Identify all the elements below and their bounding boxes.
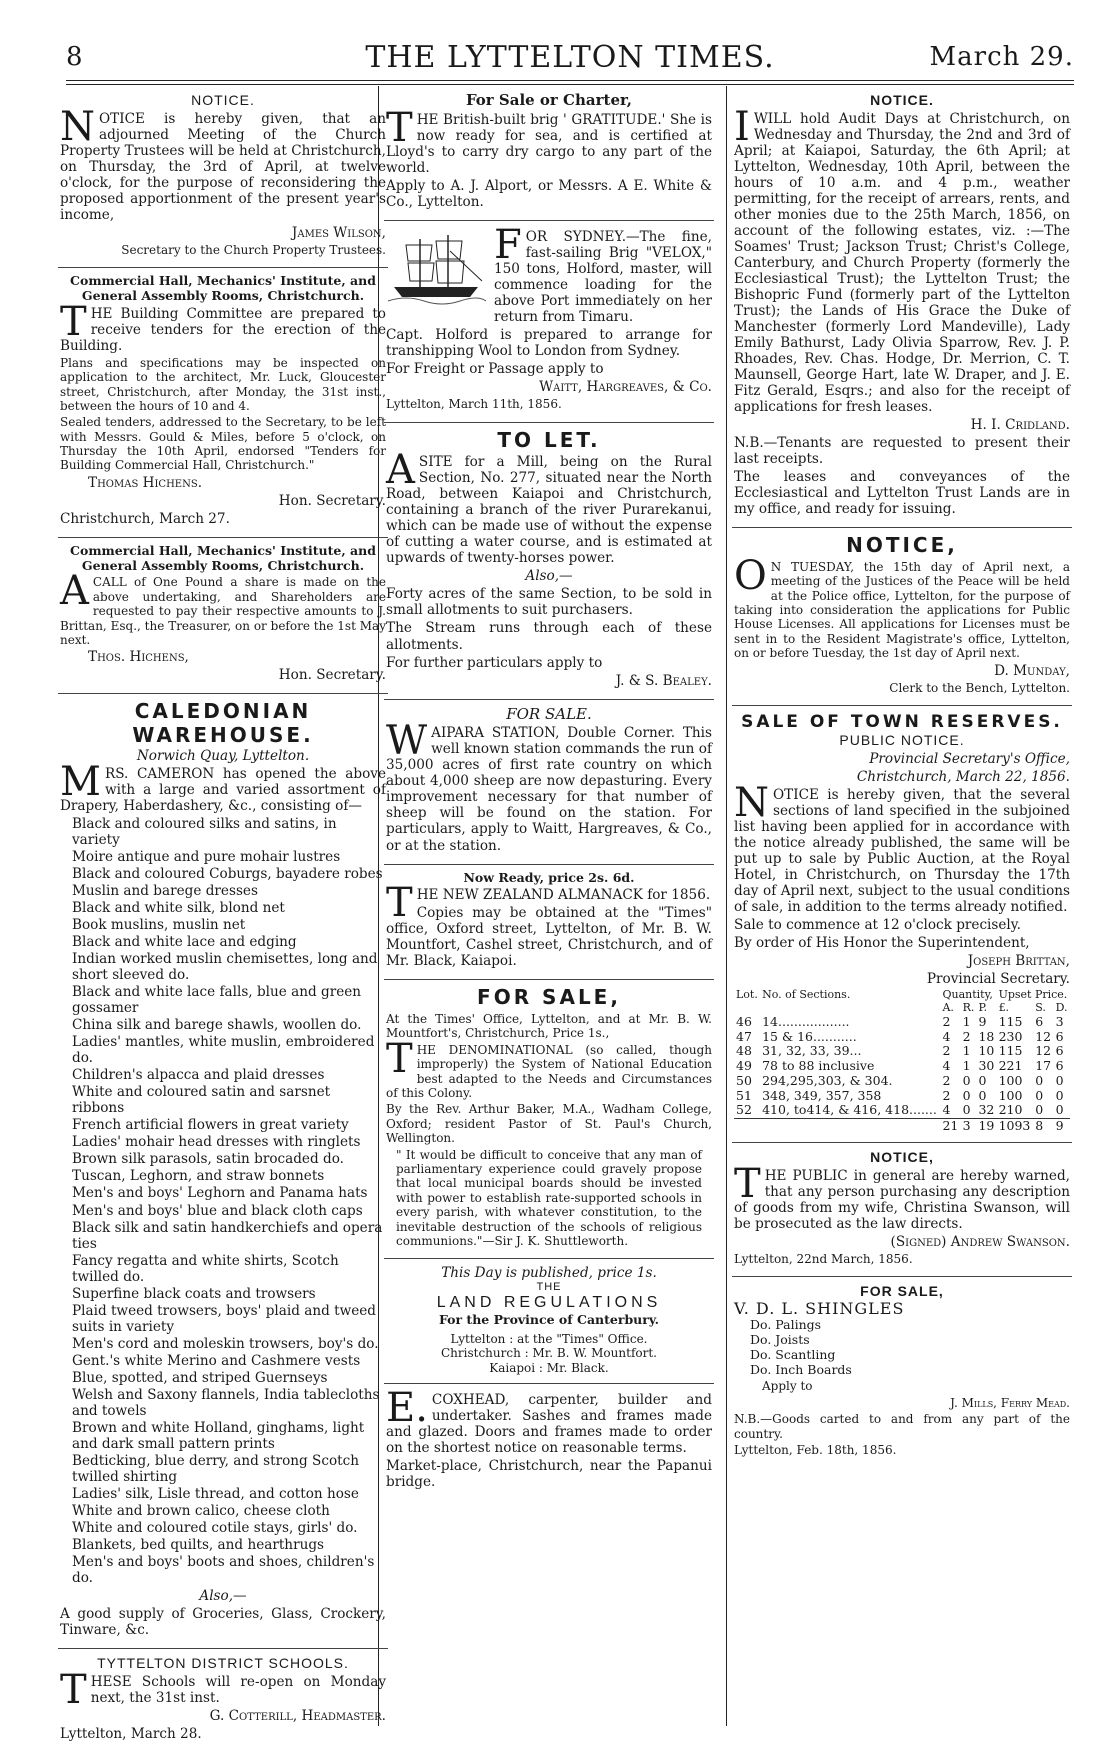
list-item: Blankets, bed quilts, and hearthrugs (72, 1537, 324, 1554)
roods-cell: 0 (962, 1072, 971, 1088)
ad-body: MRS. CAMERON has opened the above with a large and varied assortment of Drapery, Haberdashery, &c., consisting of— (60, 758, 386, 814)
column-header: Upset Price. (998, 988, 1068, 1002)
ad-heading: NOTICE, (846, 533, 958, 558)
list-item: Fancy regatta and white shirts, Scotch twilled do. (72, 1252, 339, 1285)
ad-heading: NOTICE. (191, 92, 255, 108)
list-item: Gent.'s white Merino and Cashmere vests (72, 1352, 361, 1369)
acres-cell: 4 (942, 1102, 951, 1118)
lot-number-cell: 48 (736, 1043, 752, 1059)
pence-cell: 3 (1055, 1013, 1064, 1029)
ad-paragraph: N.B.—Tenants are requested to present their last receipts. (734, 435, 1070, 468)
ad-heading: Commercial Hall, Mechanics' Institute, and General Assembly Rooms, Christchurch. (70, 273, 376, 303)
ad-heading: Commercial Hall, Mechanics' Institute, and General Assembly Rooms, Christchurch. (70, 542, 376, 573)
sections-cell: 410, to414, & 416, 418....... (762, 1102, 937, 1118)
newspaper-title: THE LYTTELTON TIMES. (365, 40, 775, 75)
ad-also: Also,— (525, 568, 573, 585)
ad-subheading: Norwich Quay, Lyttelton. (136, 747, 310, 764)
ad-dateline: Lyttelton, March 28. (60, 1725, 202, 1742)
pence-cell: 6 (1055, 1058, 1064, 1074)
ad-heading: SALE OF TOWN RESERVES. (741, 712, 1063, 733)
ad-signature: Thos. Hichens, (88, 649, 189, 666)
page-number: 8 (66, 42, 83, 72)
ad-paragraph: Capt. Holford is prepared to arrange for transhipping Wool to London from Sydney. (386, 327, 712, 360)
ad-subheading: THE (536, 1281, 562, 1294)
almanack-ad (384, 865, 714, 981)
list-item: White and coloured satin and sarsnet ribbons (72, 1084, 331, 1117)
acres-cell: 4 (942, 1028, 951, 1044)
sydney-velox-ad (384, 221, 714, 423)
perches-cell: 30 (978, 1058, 995, 1074)
ad-paragraph: For further particulars apply to (386, 654, 603, 671)
lot-number-cell: 51 (736, 1087, 752, 1103)
roods-cell: 1 (962, 1043, 971, 1059)
church-trustees-notice (58, 86, 388, 268)
lots-table (734, 989, 1070, 1134)
ad-heading: TO LET. (497, 427, 601, 452)
ad-paragraph: At the Times' Office, Lyttelton, and at Mr. B. W. Mountfort's, Christchurch, Price 1s., (386, 1012, 712, 1041)
list-item: Moire antique and pure mohair lustres (72, 848, 341, 865)
list-item: China silk and barege shawls, woollen do. (72, 1017, 362, 1034)
column-subheader: P. (978, 1001, 988, 1015)
ad-body: E.COXHEAD, carpenter, builder and undertaker. Sashes and frames made and glazed. Doors and frames made to order on the shortest notice on reasonable terms. (386, 1385, 712, 1457)
ad-heading: FOR SALE, (477, 985, 621, 1010)
ad-paragraph: The leases and conveyances of the Ecclesiastical and Lyttelton Trust Lands are in my office, and ready for issuing. (734, 469, 1070, 518)
lot-number-cell: 50 (736, 1072, 752, 1088)
column-2 (384, 86, 714, 1500)
perches-cell: 18 (978, 1028, 995, 1044)
coxhead-carpenter-ad (384, 1384, 714, 1500)
table-header-row (734, 989, 1070, 1002)
goods-list (60, 816, 386, 1586)
ad-body: THE NEW ZEALAND ALMANACK for 1856. (386, 880, 711, 927)
ad-paragraph: Plans and specifications may be inspected on application to the architect, Mr. Luck, Gloucester street, Christchurch, after Monday, the 31st inst., between the hours of 10 and 4. (60, 355, 386, 413)
column-subheader: S. (1035, 1001, 1046, 1015)
list-item: Tuscan, Leghorn, and straw bonnets (72, 1168, 325, 1185)
ad-paragraph: A good supply of Groceries, Glass, Crockery, Tinware, &c. (60, 1606, 386, 1639)
column-header: No. of Sections. (762, 988, 851, 1002)
sections-cell: 294,295,303, & 304. (762, 1072, 893, 1088)
list-item: Muslin and barege dresses (72, 882, 258, 899)
ad-heading: CALEDONIAN WAREHOUSE. (132, 699, 314, 748)
roods-cell: 2 (962, 1028, 971, 1044)
ad-paragraph: The Stream runs through each of these allotments. (386, 620, 712, 653)
list-item: Do. Scantling (750, 1346, 836, 1362)
list-item: Black and white lace falls, blue and green gossamer (72, 984, 362, 1017)
gratitude-brig-ad (384, 86, 714, 221)
list-item: Men's cord and moleskin trowsers, boy's do. (72, 1335, 379, 1352)
ad-role: Clerk to the Bench, Lyttelton. (889, 680, 1070, 695)
list-item: V. D. L. SHINGLES (734, 1298, 905, 1318)
shillings-cell: 12 (1035, 1043, 1052, 1059)
ad-role: Hon. Secretary. (278, 492, 386, 509)
ad-heading: TYTTELTON DISTRICT SCHOOLS. (97, 1655, 349, 1672)
ad-heading: NOTICE, (870, 1148, 934, 1165)
roods-cell: 1 (962, 1058, 971, 1074)
perches-cell: 0 (978, 1072, 987, 1088)
list-item: White and coloured cotile stays, girls' do. (72, 1520, 358, 1537)
ad-paragraph: Apply to A. J. Alport, or Messrs. A E. White & Co., Lyttelton. (386, 177, 712, 210)
ad-paragraph: Market-place, Christchurch, near the Papanui bridge. (386, 1458, 712, 1491)
shillings-cell: 12 (1035, 1028, 1052, 1044)
list-item: Ladies' mohair head dresses with ringlets (72, 1134, 361, 1151)
column-subheader: D. (1055, 1001, 1068, 1015)
list-item: Black and coloured Coburgs, bayadere robes (72, 865, 383, 882)
list-item: Bedticking, blue derry, and strong Scotch twilled shirting (72, 1452, 359, 1486)
shillings-cell: 6 (1035, 1013, 1044, 1029)
pounds-cell: 115 (998, 1043, 1023, 1059)
ad-dateline: Lyttelton, March 11th, 1856. (386, 397, 562, 412)
denominational-pamphlet-ad (384, 980, 714, 1259)
land-regulations-ad (384, 1259, 714, 1384)
ad-heading: NOTICE. (870, 92, 934, 108)
ad-subheading: For the Province of Canterbury. (438, 1312, 660, 1328)
ad-body: THE British-built brig ' GRATITUDE.' She is now ready for sea, and is certified at Lloyd's to carry dry cargo to any part of the world. (386, 104, 712, 176)
ad-body: ASITE for a Mill, being on the Rural Section, No. 277, situated near the North Road, between Kaiapoi and Christchurch, containing a branch of the river Purarekanui, which can be made use of without the expense of cutting a water course, and is estimated at upwards of twenty-horses power. (386, 447, 712, 567)
goods-list (734, 1300, 1070, 1378)
pounds-cell: 210 (998, 1102, 1023, 1118)
list-item: Blue, spotted, and striped Guernseys (72, 1369, 328, 1386)
list-item: Brown silk parasols, satin brocaded do. (72, 1151, 344, 1168)
ad-body: THE Building Committee are prepared to receive tenders for the erection of the Building. (60, 298, 386, 354)
ad-body: THE PUBLIC in general are hereby warned, that any person purchasing any description of goods from my wife, Christina Swanson, will be prosecuted as the law directs. (734, 1160, 1070, 1232)
list-item: White and brown calico, cheese cloth (72, 1503, 330, 1520)
list-item: Plaid tweed trowsers, boys' plaid and tweed suits in variety (72, 1302, 376, 1335)
total-roods: 3 (962, 1118, 971, 1134)
total-pounds: 1093 (998, 1118, 1031, 1134)
ad-role: Hon. Secretary. (278, 667, 386, 684)
sailing-ship-icon (386, 231, 486, 309)
column-subheader: A. (942, 1001, 954, 1015)
ad-heading: Now Ready, price 2s. 6d. (463, 869, 635, 885)
issue-date: March 29. (929, 42, 1074, 72)
roods-cell: 0 (962, 1087, 971, 1103)
sections-cell: 348, 349, 357, 358 (762, 1087, 882, 1103)
sections-cell: 14.................. (762, 1013, 850, 1029)
ad-body: WAIPARA STATION, Double Corner. This well known station commands the run of 35,000 acres of first rate country on which about 4,000 sheep are now depasturing. Every improvement necessary for that number of sheep will be found on the station. For particulars, apply to Waitt, Hargreaves, & Co., or at the station. (386, 718, 712, 854)
perches-cell: 9 (978, 1013, 987, 1029)
agent-line: Lyttelton : at the "Times" Office. (450, 1331, 648, 1346)
ad-body: THE DENOMINATIONAL (so called, though improperly) the System of National Education best adapted to the Needs and Circumstances of this Colony. (386, 1035, 712, 1100)
pounds-cell: 230 (998, 1028, 1023, 1044)
ad-role: Provincial Secretary. (926, 971, 1070, 988)
list-item: Men's and boys' Leghorn and Panama hats (72, 1185, 368, 1202)
list-item: Do. Inch Boards (750, 1361, 852, 1377)
perches-cell: 0 (978, 1087, 987, 1103)
acres-cell: 2 (942, 1087, 951, 1103)
ad-paragraph: Copies may be obtained at the "Times" office, Oxford street, Lyttelton, of Mr. B. W. Mountfort, Cashel street, Christchurch, and of Mr. Black, Kaiapoi. (386, 905, 712, 970)
ad-paragraph: For Freight or Passage apply to (386, 361, 604, 378)
ad-signature: G. Cotterill, Headmaster. (209, 1707, 386, 1724)
ad-office: Provincial Secretary's Office, (869, 750, 1070, 767)
header-rule (66, 80, 1074, 81)
column-subheader: R. (962, 1001, 975, 1015)
ad-signature: (Signed) Andrew Swanson. (890, 1233, 1070, 1250)
shingles-for-sale-ad (732, 1277, 1072, 1467)
agents-list (386, 1332, 712, 1375)
agent-line: Christchurch : Mr. B. W. Mountfort. (441, 1346, 657, 1361)
list-item: Do. Palings (750, 1317, 822, 1333)
ad-heading: LAND REGULATIONS (436, 1294, 662, 1312)
pence-cell: 6 (1055, 1043, 1064, 1059)
table-row (734, 1044, 1070, 1059)
ad-paragraph: Sealed tenders, addressed to the Secretary, to be left with Messrs. Gould & Miles, before 5 o'clock, on Thursday the 10th April, endorsed "Tenders for Building Commercial Hall, Christchurch." (60, 415, 386, 473)
audit-days-notice (732, 86, 1072, 528)
ad-subheading: This Day is published, price 1s. (441, 1265, 657, 1282)
list-item: Brown and white Holland, ginghams, light and dark small pattern prints (72, 1419, 365, 1452)
pounds-cell: 100 (998, 1087, 1023, 1103)
list-item: Black silk and satin handkerchiefs and opera ties (72, 1219, 383, 1252)
ad-paragraph: Forty acres of the same Section, to be sold in small allotments to suit purchasers. (386, 586, 712, 619)
pounds-cell: 115 (998, 1013, 1023, 1029)
column-3 (732, 86, 1072, 1467)
perches-cell: 10 (978, 1043, 995, 1059)
ad-heading: For Sale or Charter, (465, 91, 633, 109)
list-item: Men's and boys' boots and shoes, children's do. (72, 1554, 375, 1587)
acres-cell: 2 (942, 1013, 951, 1029)
shillings-cell: 0 (1035, 1102, 1044, 1118)
ad-paragraph: N.B.—Goods carted to and from any part of the country. (734, 1412, 1070, 1441)
pounds-cell: 100 (998, 1072, 1023, 1088)
lot-number-cell: 49 (736, 1058, 752, 1074)
total-shillings: 8 (1035, 1118, 1044, 1134)
ad-also: Also,— (199, 1588, 247, 1605)
pounds-cell: 221 (998, 1058, 1023, 1074)
header-rule-double (66, 84, 1074, 85)
ad-dateline: Christchurch, March 22, 1856. (856, 768, 1070, 785)
ad-role: Secretary to the Church Property Trustees. (121, 242, 386, 257)
column-header: Lot. (736, 988, 758, 1002)
ad-dateline: Lyttelton, 22nd March, 1856. (734, 1251, 913, 1266)
ad-body: FOR SYDNEY.—The fine, fast-sailing Brig "VELOX," 150 tons, Holford, master, will commence loading for the above Port immediately on her return from Timaru. (494, 221, 712, 326)
acres-cell: 4 (942, 1058, 951, 1074)
acres-cell: 2 (942, 1043, 951, 1059)
ad-signature: Thomas Hichens. (88, 474, 203, 491)
sections-cell: 78 to 88 inclusive (762, 1058, 875, 1074)
list-item: Black and coloured silks and satins, in variety (72, 815, 337, 848)
ad-signature: Waitt, Hargreaves, & Co. (539, 379, 712, 396)
total-acres: 21 (942, 1118, 959, 1134)
sections-cell: 15 & 16........... (762, 1028, 857, 1044)
list-item: Children's alpacca and plaid dresses (72, 1067, 325, 1084)
column-divider (726, 86, 727, 1726)
table-row (734, 1015, 1070, 1030)
pence-cell: 6 (1055, 1028, 1064, 1044)
shillings-cell: 17 (1035, 1058, 1052, 1074)
shillings-cell: 0 (1035, 1072, 1044, 1088)
totals-row (734, 1119, 1070, 1134)
ad-dateline: Christchurch, March 27. (60, 510, 230, 527)
table-row (734, 1089, 1070, 1104)
masthead (66, 38, 1074, 78)
ad-quote: " It would be difficult to conceive that any man of parliamentary experience could gravely propose that local municipal boards should be invested with power to establish rate-supported schools in every parish, with whatever constitution, to the inevitable destruction of the schools of religious communions."—Sir J. K. Shuttleworth. (396, 1147, 702, 1248)
ad-paragraph: Apply to (762, 1379, 813, 1394)
total-pence: 9 (1055, 1118, 1064, 1134)
ad-body: THESE Schools will re-open on Monday next, the 31st inst. (60, 1666, 386, 1713)
agent-line: Kaiapoi : Mr. Black. (489, 1360, 609, 1375)
list-item: Ladies' mantles, white muslin, embroidered do. (72, 1034, 375, 1067)
table-row (734, 1074, 1070, 1089)
ad-signature: Joseph Brittan, (967, 952, 1070, 969)
list-item: Book muslins, muslin net (72, 916, 246, 933)
column-1 (58, 86, 388, 1749)
swanson-notice (732, 1143, 1072, 1277)
total-perches: 19 (978, 1118, 995, 1134)
ad-body: NOTICE is hereby given, that an adjourned Meeting of the Church Property Trustees will be held at Christchurch, on Thursday, the 3rd of April, at twelve o'clock, for the purpose of reconsidering the proposed apportionment of the present year's income, (60, 103, 386, 223)
ad-paragraph: By the Rev. Arthur Baker, M.A., Wadham College, Oxford; resident Pastor of St. Paul's Church, Wellington. (386, 1102, 712, 1146)
column-header: Quantity, (942, 988, 993, 1002)
lot-number-cell: 52 (736, 1102, 752, 1118)
public-house-licenses-notice (732, 528, 1072, 706)
ad-signature: D. Munday, (994, 662, 1070, 679)
roods-cell: 1 (962, 1013, 971, 1029)
ad-body: NOTICE is hereby given, that the several sections of land specified in the subjoined list having been applied for in accordance with the notice already published, the same will be put up to sale by Public Auction, at the Royal Hotel, in Christchurch, on Thursday the 17th day of April next, subject to the usual conditions of sale, in addition to the terms already notified. (734, 779, 1070, 915)
ad-signature: H. I. Cridland. (970, 417, 1070, 434)
ad-body: ACALL of One Pound a share is made on the above undertaking, and Shareholders are requested to pay their respective amounts to J. Brittan, Esq., the Treasurer, on or before the 1st May next. (60, 568, 386, 648)
ad-heading: FOR SALE, (860, 1283, 944, 1300)
list-item: Welsh and Saxony flannels, India tablecloths and towels (72, 1386, 380, 1419)
ad-heading: FOR SALE. (506, 704, 592, 723)
waipara-station-ad (384, 700, 714, 865)
ad-signature: James Wilson, (291, 224, 386, 241)
list-item: Ladies' silk, Lisle thread, and cotton hose (72, 1486, 359, 1503)
ad-paragraph: Sale to commence at 12 o'clock precisely. (734, 916, 1021, 933)
sections-cell: 31, 32, 33, 39... (762, 1043, 862, 1059)
share-call-ad (58, 538, 388, 695)
ad-body: IWILL hold Audit Days at Christchurch, on Wednesday and Thursday, the 2nd and 3rd of April; at Kaiapoi, Saturday, the 6th April; at Lyttelton, Wednesday, 10th April, between the hours of 10 a.m. and 4 p.m., weather permitting, for the receipt of arrears, rents, and other monies due to the 25th March, 1856, on account of the following estates, viz. :—The Soames' Trust; Jackson Trust; Christ's College, Canterbury, and Church Property (formerly the Ecclesiastical Trust); the Lyttelton Trust; the Bishopric Fund (formerly part of the Lyttelton Trust); the Lands of His Grace the Duke of Manchester (formerly Lord Mandeville), Lady Emily Bathurst, Lady Olivia Sparrow, Rev. J. P. Rhoades, Rev. Chas. Hodge, Dr. Merrion, C. T. Maunsell, George Hart, late W. Draper, and J. E. Fitz Gerald, Esqrs.; and also for the receipt of applications for fresh leases. (734, 103, 1070, 416)
ad-paragraph: By order of His Honor the Superintendent, (734, 934, 1030, 951)
list-item: Indian worked muslin chemisettes, long and short sleeved do. (72, 951, 378, 984)
list-item: Men's and boys' blue and black cloth caps (72, 1202, 363, 1219)
ad-body: ON TUESDAY, the 15th day of April next, a meeting of the Justices of the Peace will be held at the Police office, Lyttelton, for the purpose of taking into consideration the applications for Public House Licenses. All applications for Licenses must be sent in to the Resident Magistrate's office, Lyttelton, on or before Tuesday, the 1st day of April next. (734, 552, 1070, 661)
ad-dateline: Lyttelton, Feb. 18th, 1856. (734, 1443, 897, 1457)
list-item: Black and white silk, blond net (72, 899, 285, 916)
list-item: Black and white lace and edging (72, 934, 297, 951)
list-item: French artificial flowers in great variety (72, 1117, 349, 1134)
pence-cell: 0 (1055, 1102, 1064, 1118)
ad-signature: J. & S. Bealey. (615, 672, 712, 689)
district-schools-ad (58, 1649, 388, 1749)
pence-cell: 0 (1055, 1087, 1064, 1103)
list-item: Do. Joists (750, 1332, 810, 1348)
table-row (734, 1059, 1070, 1074)
pence-cell: 0 (1055, 1072, 1064, 1088)
town-reserves-sale-notice (732, 706, 1072, 1143)
table-row (734, 1030, 1070, 1045)
ad-signature: J. Mills, Ferry Mead. (950, 1395, 1070, 1410)
mill-site-to-let-ad (384, 423, 714, 700)
caledonian-warehouse-ad (58, 694, 388, 1649)
ad-subheading: PUBLIC NOTICE. (839, 732, 965, 749)
table-row (734, 1103, 1070, 1118)
perches-cell: 32 (978, 1102, 995, 1118)
building-tender-ad (58, 268, 388, 538)
shillings-cell: 0 (1035, 1087, 1044, 1103)
acres-cell: 2 (942, 1072, 951, 1088)
lot-number-cell: 47 (736, 1028, 752, 1044)
lot-number-cell: 46 (736, 1013, 752, 1029)
list-item: Superfine black coats and trowsers (72, 1285, 316, 1302)
column-subheader: £. (998, 1001, 1010, 1015)
roods-cell: 0 (962, 1102, 971, 1118)
